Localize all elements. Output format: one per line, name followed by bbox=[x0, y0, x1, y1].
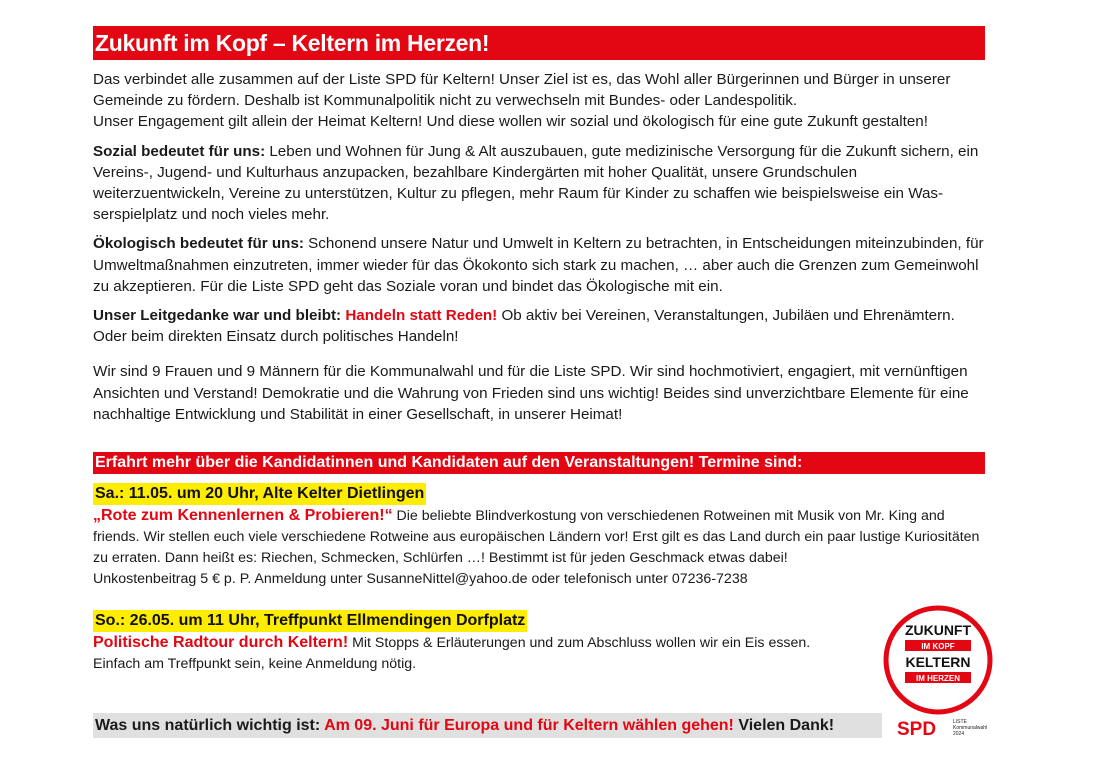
campaign-logo bbox=[879, 601, 997, 719]
team-paragraph: Wir sind 9 Frauen und 9 Männern für die Kommunalwahl und für die Liste SPD. Wir sind hochmotiviert, engagiert, mit vernünftigen Ansichten und Verstand! Demokratie und die Wahrung von Frieden sind uns wichtig! Beides sind unverzichtbare Elemente für eine nachhaltige Entwicklung und Stabilität in einer Gesellschaft, in unserer Heimat! bbox=[93, 363, 969, 423]
leit-highlight: Handeln statt Reden! bbox=[345, 307, 498, 325]
closing-thanks: Vielen Dank! bbox=[733, 717, 835, 734]
flyer-page bbox=[93, 26, 985, 675]
event-2-description bbox=[93, 632, 985, 675]
event-2-note: Einfach am Treffpunkt sein, keine Anmeldung nötig. bbox=[93, 656, 417, 673]
intro-text: Das verbindet alle zusammen auf der Liste SPD für Keltern! Unser Ziel ist es, das Wohl aller Bürgerinnen und Bürger in unserer Gemeinde zu fördern. Deshalb ist Kommunalpolitik nicht zu verwechseln mit Bundes- oder Landespolitik. bbox=[93, 71, 951, 110]
eco-text: Schonend unsere Natur und Umwelt in Keltern zu betrachten, in Entscheidungen miteinzubinden, für Umweltmaßnahmen einzutreten, immer wieder für das Ökokonto sich stark zu machen, … aber auch die Grenzen zum Gemeinwohl zu akzeptieren. Für die Liste SPD geht das Soziale voran und bindet das Ökologische mit ein. bbox=[93, 235, 984, 295]
leit-text: Ob aktiv bei Vereinen, Veranstaltungen, Jubiläen und Ehrenämtern. Oder beim direkten Einsatz durch politisches Handeln! bbox=[93, 307, 955, 346]
social-text: Leben und Wohnen für Jung & Alt auszubauen, gute medizinische Versorgung für die Zukunft sichern, ein Vereins-, Jugend- und Kulturhaus anzupacken, bezahlbare Kindergärten mit hoher Qualität, unsere Grundschulen weiterzuentwickeln, Vereine zu unterstützen, Kultur zu pflegen, mehr Raum für Kinder zu schaffen wie beispielsweise ein Wasserspielplatz und noch vieles mehr. bbox=[93, 142, 979, 224]
event-1-description bbox=[93, 505, 985, 590]
closing-label: Was uns natürlich wichtig ist: bbox=[95, 717, 321, 734]
event-1-date: Sa.: 11.05. um 20 Uhr, Alte Kelter Dietlingen bbox=[93, 483, 426, 505]
closing-line bbox=[93, 713, 882, 738]
eco-paragraph bbox=[93, 233, 985, 297]
logo-line-4: IM HERZEN bbox=[916, 674, 960, 683]
closing-highlight: Am 09. Juni für Europa und für Keltern wählen gehen! bbox=[324, 717, 734, 734]
event-1-title: „Rote zum Kennenlernen & Probieren!“ bbox=[93, 507, 393, 525]
event-2-text: Mit Stopps & Erläuterungen und zum Abschluss wollen wir ein Eis essen. bbox=[348, 635, 811, 652]
event-2 bbox=[93, 610, 985, 675]
intro-text-2: Unser Engagement gilt allein der Heimat Keltern! Und diese wollen wir sozial und ökologisch für eine gute Zukunft gestalten! bbox=[93, 113, 928, 131]
event-2-date: So.: 26.05. um 11 Uhr, Treffpunkt Ellmendingen Dorfplatz bbox=[93, 610, 527, 632]
spd-wordmark: SPD bbox=[897, 719, 937, 740]
event-1-cost: Unkostenbeitrag 5 € p. P. Anmeldung unter SusanneNittel@yahoo.de oder telefonisch unter 07236-7238 bbox=[93, 571, 748, 588]
event-2-title: Politische Radtour durch Keltern! bbox=[93, 634, 349, 652]
event-1 bbox=[93, 483, 985, 590]
logo-line-2: IM KOPF bbox=[921, 642, 955, 651]
spd-logo bbox=[897, 715, 987, 741]
leitgedanke-paragraph bbox=[93, 305, 985, 347]
spd-sub-3: 2024 bbox=[953, 731, 965, 737]
logo-line-3: KELTERN bbox=[905, 654, 971, 670]
page-title: Zukunft im Kopf – Keltern im Herzen! bbox=[93, 26, 985, 60]
event-1-text: Die beliebte Blindverkostung von verschiedenen Rotweinen mit Musik von Mr. King and friends. Wir stellen euch viele verschiedene Rotweine aus europäischen Ländern vor! Erst gilt es das Land durch ein paar lustige Kuriositäten zu erraten. Dann heißt es: Riechen, Schmecken, Schlürfen …! Bestimmt ist für jeden Geschmack etwas dabei! bbox=[93, 508, 980, 567]
social-label: Sozial bedeutet für uns: bbox=[93, 142, 266, 160]
spd-sub-2: Kommunalwahl bbox=[953, 725, 987, 731]
events-header: Erfahrt mehr über die Kandidatinnen und Kandidaten auf den Veranstaltungen! Termine sind: bbox=[93, 452, 985, 474]
logo-line-1: ZUKUNFT bbox=[904, 622, 972, 638]
spd-sub-1: LISTE bbox=[953, 719, 967, 725]
leit-label: Unser Leitgedanke war und bleibt: bbox=[93, 307, 342, 325]
intro-paragraph bbox=[93, 69, 985, 133]
social-paragraph bbox=[93, 141, 985, 226]
eco-label: Ökologisch bedeutet für uns: bbox=[93, 235, 304, 253]
